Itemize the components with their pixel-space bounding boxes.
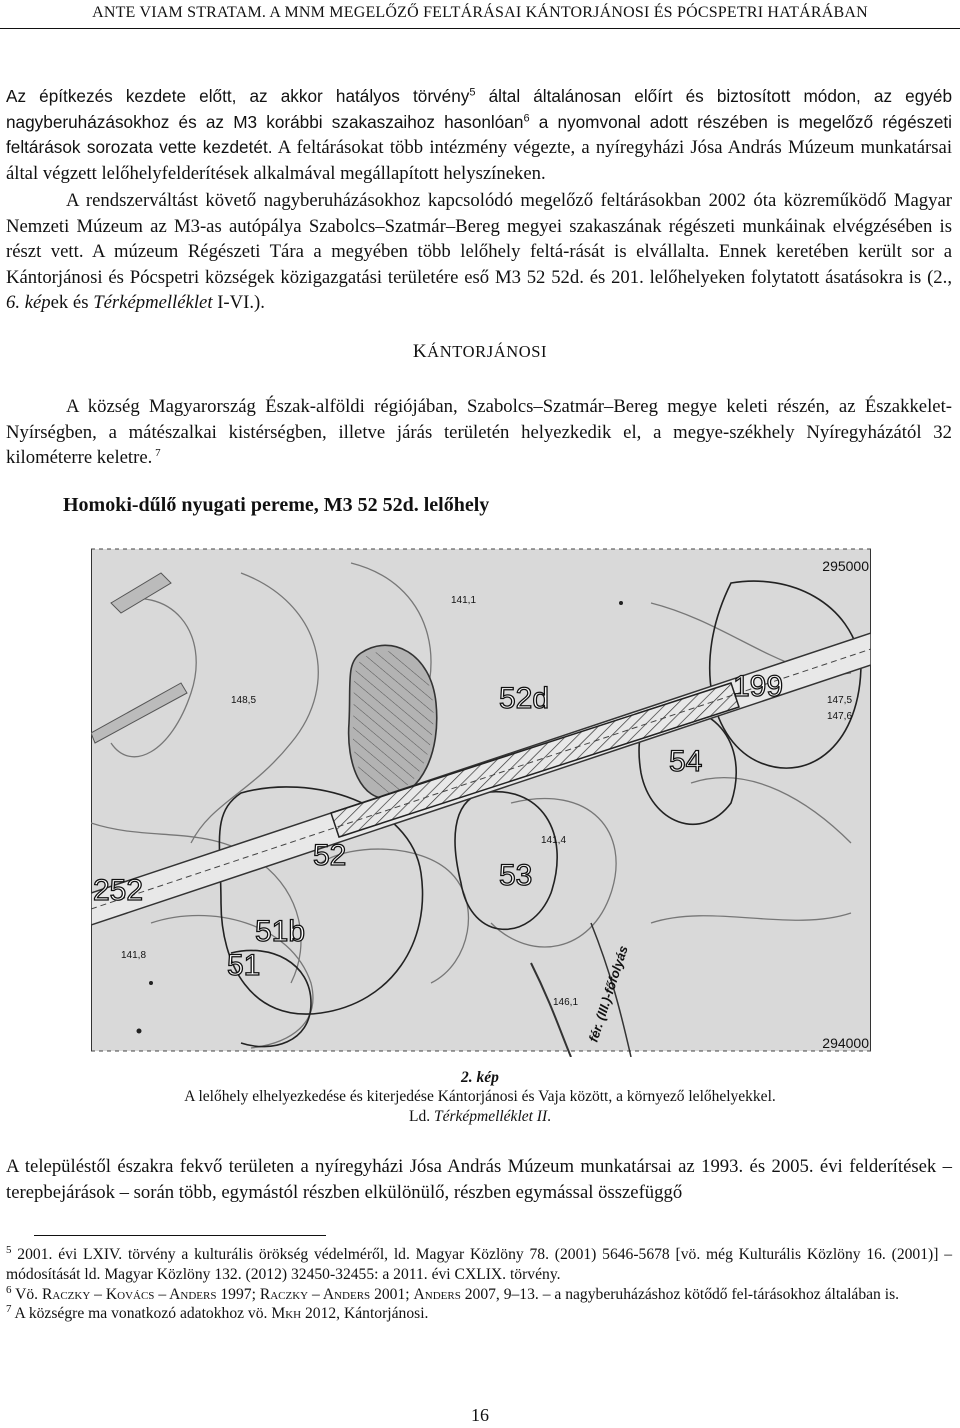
mnm-text-1: A rendszerváltást követő nagyberuházásokhoz kapcsolódó megelőző feltárásokban 2002 óta közreműködő Magyar Nemzeti Múzeum az M3-as autópálya Szabolcs–Szatmár–Bereg megyei szakaszának régészeti munkáinak elvégzésében is részt vett. A múzeum Régészeti Tára a megyében több lelőhely feltá-rását is elvállalta. Ennek keretében került sor a Kántorjánosi és Pócspetri községek közigazgatási területére eső M3 52 52d. és 201. lelőhelyeken folytatott ásatásokra is (2., — [6, 190, 952, 288]
elevation-label: 147,6 — [827, 711, 853, 722]
figure-number: 2. kép — [461, 1069, 499, 1086]
footnote-6-text: 2007, 9–13. – a nagyberuházáshoz kötődő fel-tárásokhoz általában is. — [460, 1285, 900, 1303]
footnote-6-author: Raczky – Kovács – Anders — [41, 1285, 217, 1303]
site-heading: Homoki-dűlő nyugati pereme, M3 52 52d. lelőhely — [63, 494, 490, 516]
figure-ref-post: . — [547, 1108, 552, 1125]
map-coord-top: 295000 — [822, 558, 869, 574]
footnote-6-text: Vö. — [11, 1285, 42, 1303]
intro-sentence-1c: a nyomvonal adott részében is megelőző régészeti feltárások sorozata vette kezdetét. — [6, 111, 952, 158]
elevation-label: 141,8 — [121, 950, 147, 961]
site-location-map — [91, 543, 871, 1057]
running-header: ANTE VIAM STRATAM. A MNM MEGELŐZŐ FELTÁRÁSAI KÁNTORJÁNOSI ÉS PÓCSPETRI HATÁRÁBAN — [92, 4, 868, 21]
map-label-52: 52 — [313, 839, 347, 872]
figure-ref-pre: Ld. — [408, 1108, 434, 1125]
elevation-label: 146,1 — [553, 997, 579, 1008]
footnote-ref-5[interactable]: 5 — [469, 86, 476, 99]
footnote-7-author: Mkh — [271, 1305, 302, 1323]
section-heading-kantorjanosi — [0, 341, 960, 363]
footnote-6-text: 2001; — [370, 1285, 414, 1303]
footnote-7-text: A községre ma vonatkozó adatokhoz vö. — [11, 1305, 272, 1323]
footnote-number-7: 7 — [6, 1303, 12, 1316]
map-label-51: 51 — [227, 949, 261, 982]
map-label-199: 199 — [733, 670, 784, 703]
elevation-label: 141,1 — [451, 595, 477, 606]
map-background — [91, 543, 871, 1057]
footnote-6-author: Anders — [413, 1285, 461, 1303]
section-initial: K — [412, 341, 428, 362]
mnm-figure-ref: 6. kép — [6, 292, 51, 314]
footnote-ref-7[interactable]: 7 — [152, 446, 161, 459]
closing-text: A településtől északra fekvő területen a nyíregyházi Jósa András Múzeum munkatársai az 1993. és 2005. évi felderítések – terepbejárások – során több, egymástól részben elkülönülő, részben egymással összefüggő — [6, 1156, 952, 1203]
footnote-number-6: 6 — [6, 1283, 12, 1296]
elevation-label: 148,5 — [231, 695, 257, 706]
map-label-53: 53 — [499, 859, 533, 892]
mnm-text-3: I-VI.). — [212, 292, 265, 314]
intro-sentence-1a: Az építkezés kezdete előtt, az akkor hatályos törvény — [6, 86, 470, 106]
section-rest: ÁNTORJÁNOSI — [427, 342, 548, 361]
footnote-7 — [6, 1304, 952, 1324]
map-label-51b: 51b — [255, 915, 306, 948]
footnotes — [6, 1245, 952, 1324]
closing-paragraph — [6, 1154, 952, 1205]
footnote-rule — [34, 1235, 326, 1236]
footnote-5 — [6, 1245, 952, 1285]
village-text: A község Magyarország Észak-alföldi régiójában, Szabolcs–Szatmár–Bereg megye keleti részén, az Északkelet-Nyírségben, a mátészalkai kistérségben, illetve járás területén helyezkedik el, a megye-székhely Nyíregyházától 32 kilométerre keletre. — [6, 396, 952, 469]
map-coord-bottom: 294000 — [822, 1035, 869, 1051]
mnm-text-2: ek és — [50, 292, 94, 314]
footnote-ref-6[interactable]: 6 — [523, 111, 530, 124]
elevation-label: 147,5 — [827, 695, 853, 706]
intro-sentence-1b: által általánosan előírt és biztosított módon, az egyéb nagyberuházásokhoz és az M3 korábbi szakaszaihoz hasonlóan — [6, 86, 952, 132]
footnote-number-5: 5 — [6, 1243, 12, 1256]
mnm-paragraph — [6, 188, 952, 316]
elevation-label: 141,4 — [541, 835, 567, 846]
map-label-54: 54 — [669, 745, 703, 778]
footnote-6-text: 1997; — [216, 1285, 260, 1303]
page-number: 16 — [471, 1405, 489, 1425]
map-label-252: 252 — [93, 874, 144, 907]
mnm-map-ref: Térképmelléklet — [93, 292, 213, 314]
figure-ref-map: Térképmelléklet II — [433, 1108, 548, 1125]
map-label-52d: 52d — [499, 682, 550, 715]
footnote-7-text: 2012, Kántorjánosi. — [301, 1305, 429, 1323]
intro-sentence-2: A feltárásokat több intézmény végezte, a nyíregyházi Jósa András Múzeum munkatársai által végzett lelőhelyfelderítések alkalmával megállapított helyszíneken. — [6, 137, 953, 184]
figure-caption: A lelőhely elhelyezkedése és kiterjedése Kántorjánosi és Vaja között, a környező lelőhelyekkel. — [184, 1088, 776, 1105]
figure-caption-ref — [0, 1108, 960, 1126]
footnote-6-author: Raczky – Anders — [259, 1285, 371, 1303]
footnote-5-text: 2001. évi LXIV. törvény a kulturális örökség védelméről, ld. Magyar Közlöny 78. (2001) 5646-5678 [vö. még Kulturális Közlöny 16. (2001)] – módosítását ld. Magyar Közlöny 132. (2012) 32450-32455: a 2011. évi CXLIX. törvény. — [6, 1246, 952, 1283]
village-paragraph — [6, 394, 952, 471]
intro-paragraph — [6, 84, 952, 186]
header-rule — [0, 28, 960, 29]
canal-label: fér. (III.)-főfolyás — [585, 943, 631, 1044]
footnote-6 — [6, 1285, 952, 1305]
